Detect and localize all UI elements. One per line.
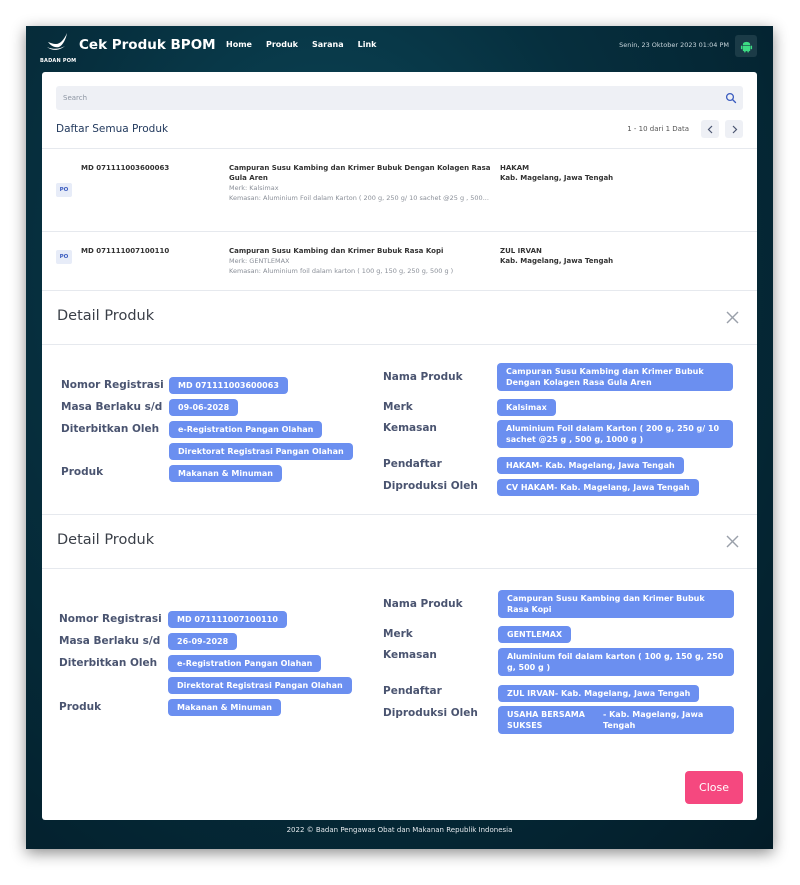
prev-page-button[interactable] xyxy=(701,120,719,138)
value-nama-produk: Campuran Susu Kambing dan Krimer Bubuk Dengan Kolagen Rasa Gula Aren xyxy=(497,363,733,391)
label-diterbitkan-oleh: Diterbitkan Oleh xyxy=(61,423,160,435)
value-merk: GENTLEMAX xyxy=(498,626,571,643)
app-frame xyxy=(26,26,773,849)
row-brand: Merk: GENTLEMAX xyxy=(229,257,290,265)
value-diterbitkan-2: Direktorat Registrasi Pangan Olahan xyxy=(169,443,353,460)
label-merk: Merk xyxy=(383,628,413,640)
detail-header xyxy=(42,291,757,345)
android-icon xyxy=(740,40,753,53)
product-modal xyxy=(42,72,757,820)
row-packaging: Kemasan: Aluminium foil dalam karton ( 100 g, 150 g, 250 g, 500 g ) xyxy=(229,267,454,275)
row-brand: Merk: Kalsimax xyxy=(229,184,279,192)
label-nomor-registrasi: Nomor Registrasi xyxy=(59,613,162,625)
label-kemasan: Kemasan xyxy=(383,649,437,661)
close-button[interactable]: Close xyxy=(685,771,743,804)
search-input[interactable] xyxy=(56,86,716,110)
value-masa-berlaku: 26-09-2028 xyxy=(168,633,237,650)
row-product-info xyxy=(229,246,494,276)
label-pendaftar: Pendaftar xyxy=(383,685,442,697)
detail-title: Detail Produk xyxy=(57,308,155,324)
app-title: Cek Produk BPOM xyxy=(79,37,216,53)
nav-produk[interactable]: Produk xyxy=(265,40,298,49)
nav-home[interactable]: Home xyxy=(226,40,252,49)
label-nomor-registrasi: Nomor Registrasi xyxy=(61,379,164,391)
bpom-logo[interactable] xyxy=(40,32,77,66)
datetime: Senin, 23 Oktober 2023 01:04 PM xyxy=(619,41,729,49)
row-location: Kab. Magelang, Jawa Tengah xyxy=(500,174,614,182)
logo-text: BADAN POM xyxy=(40,58,77,64)
row-company: ZUL IRVAN xyxy=(500,247,542,255)
detail-title: Detail Produk xyxy=(57,532,155,548)
list-title: Daftar Semua Produk xyxy=(56,123,169,135)
value-diterbitkan-1: e-Registration Pangan Olahan xyxy=(169,421,322,438)
row-registration: MD 071111007100110 xyxy=(81,247,170,255)
value-diterbitkan-1: e-Registration Pangan Olahan xyxy=(168,655,321,672)
value-nomor-registrasi: MD 071111007100110 xyxy=(168,611,287,628)
row-company-info xyxy=(500,246,700,266)
value-nama-produk: Campuran Susu Kambing dan Krimer Bubuk Rasa Kopi xyxy=(498,590,734,618)
row-company-info xyxy=(500,163,700,183)
row-product-info xyxy=(229,163,494,203)
value-diproduksi-company: USAHA BERSAMA SUKSES xyxy=(507,710,585,730)
label-nama-produk: Nama Produk xyxy=(383,598,463,610)
close-icon[interactable] xyxy=(726,311,739,324)
modal-footer xyxy=(42,784,757,820)
po-badge: PO xyxy=(56,183,72,197)
value-kemasan: Aluminium foil dalam karton ( 100 g, 150 g, 250 g, 500 g ) xyxy=(498,648,734,676)
search-icon[interactable] xyxy=(725,92,737,104)
row-product-name: Campuran Susu Kambing dan Krimer Bubuk Rasa Kopi xyxy=(229,247,444,255)
row-product-name: Campuran Susu Kambing dan Krimer Bubuk Dengan Kolagen Rasa Gula Aren xyxy=(229,164,491,182)
label-pendaftar: Pendaftar xyxy=(383,458,442,470)
label-nama-produk: Nama Produk xyxy=(383,371,463,383)
row-company: HAKAM xyxy=(500,164,530,172)
value-merk: Kalsimax xyxy=(497,399,556,416)
top-navbar xyxy=(26,26,773,72)
label-masa-berlaku: Masa Berlaku s/d xyxy=(59,635,161,647)
value-diterbitkan-2: Direktorat Registrasi Pangan Olahan xyxy=(168,677,352,694)
search-bar xyxy=(56,86,743,110)
product-list xyxy=(42,148,757,291)
table-row[interactable] xyxy=(42,231,757,291)
label-produk: Produk xyxy=(59,701,102,713)
value-nomor-registrasi: MD 071111003600063 xyxy=(169,377,288,394)
pagination xyxy=(627,120,743,138)
label-masa-berlaku: Masa Berlaku s/d xyxy=(61,401,163,413)
chevron-left-icon xyxy=(706,125,715,134)
detail-panel-2 xyxy=(42,514,757,756)
value-pendaftar: HAKAM- Kab. Magelang, Jawa Tengah xyxy=(497,457,684,474)
value-produk: Makanan & Minuman xyxy=(169,465,282,482)
chevron-right-icon xyxy=(730,125,739,134)
value-kemasan: Aluminium Foil dalam Karton ( 200 g, 250 g/ 10 sachet @25 g , 500 g, 1000 g ) xyxy=(497,420,733,448)
label-diterbitkan-oleh: Diterbitkan Oleh xyxy=(59,657,158,669)
main-nav xyxy=(226,40,376,49)
pagination-info: 1 - 10 dari 1 Data xyxy=(627,125,689,133)
label-diproduksi-oleh: Diproduksi Oleh xyxy=(383,707,478,719)
po-badge: PO xyxy=(56,250,72,264)
close-icon[interactable] xyxy=(726,535,739,548)
next-page-button[interactable] xyxy=(725,120,743,138)
value-diproduksi-location: - Kab. Magelang, Jawa Tengah xyxy=(603,710,704,730)
label-produk: Produk xyxy=(61,466,104,478)
copyright: 2022 © Badan Pengawas Obat dan Makanan Republik Indonesia xyxy=(286,826,513,834)
android-app-button[interactable] xyxy=(735,35,757,57)
row-location: Kab. Magelang, Jawa Tengah xyxy=(500,257,614,265)
value-produk: Makanan & Minuman xyxy=(168,699,281,716)
nav-sarana[interactable]: Sarana xyxy=(312,40,344,49)
table-row[interactable] xyxy=(42,148,757,231)
bpom-logo-icon xyxy=(45,32,69,54)
value-masa-berlaku: 09-06-2028 xyxy=(169,399,238,416)
label-diproduksi-oleh: Diproduksi Oleh xyxy=(383,480,478,492)
value-diproduksi-oleh: CV HAKAM- Kab. Magelang, Jawa Tengah xyxy=(497,479,699,496)
row-packaging: Kemasan: Aluminium Foil dalam Karton ( 200 g, 250 g/ 10 sachet @25 g , 500... xyxy=(229,194,489,202)
row-registration: MD 071111003600063 xyxy=(81,164,170,172)
value-diproduksi-oleh xyxy=(498,706,734,734)
detail-header xyxy=(42,515,757,569)
label-merk: Merk xyxy=(383,401,413,413)
label-kemasan: Kemasan xyxy=(383,422,437,434)
nav-link[interactable]: Link xyxy=(357,40,377,49)
detail-panel-1 xyxy=(42,290,757,514)
value-pendaftar: ZUL IRVAN- Kab. Magelang, Jawa Tengah xyxy=(498,685,699,702)
